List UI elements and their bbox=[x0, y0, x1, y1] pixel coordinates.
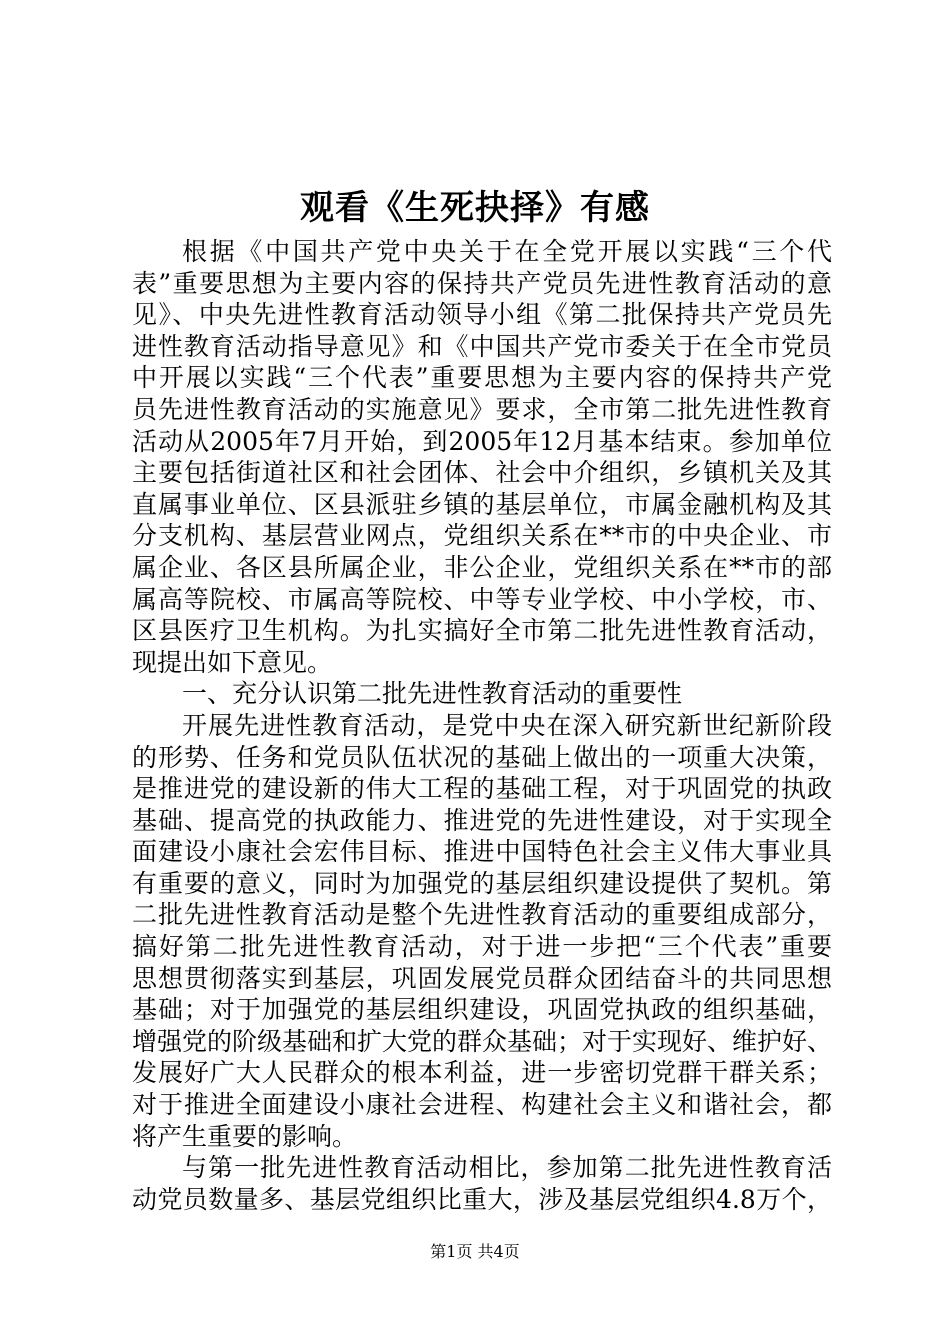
text-line: 二批先进性教育活动是整个先进性教育活动的重要组成部分， bbox=[132, 900, 832, 930]
text-line: 现提出如下意见。 bbox=[132, 647, 333, 677]
text-line: 有重要的意义，同时为加强党的基层组织建设提供了契机。第 bbox=[132, 868, 832, 898]
page-footer: 第1页 共4页 bbox=[430, 1242, 520, 1261]
text-line: 基础、提高党的执政能力、推进党的先进性建设，对于实现全 bbox=[132, 805, 832, 835]
text-line: 中开展以实践“三个代表”重要思想为主要内容的保持共产党 bbox=[132, 363, 832, 393]
text-line: 思想贯彻落实到基层，巩固发展党员群众团结奋斗的共同思想 bbox=[132, 963, 832, 993]
text-line: 动党员数量多、基层党组织比重大，涉及基层党组织4.8万个， bbox=[132, 1184, 832, 1214]
text-line: 对于推进全面建设小康社会进程、构建社会主义和谐社会，都 bbox=[132, 1090, 832, 1120]
text-line: 属企业、各区县所属企业，非公企业，党组织关系在**市的部 bbox=[132, 552, 832, 582]
text-line: 活动从2005年7月开始，到2005年12月基本结束。参加单位 bbox=[132, 426, 832, 456]
text-line: 与第一批先进性教育活动相比，参加第二批先进性教育活 bbox=[182, 1153, 832, 1183]
text-line: 增强党的阶级基础和扩大党的群众基础；对于实现好、维护好、 bbox=[132, 1026, 833, 1056]
text-line: 发展好广大人民群众的根本利益，进一步密切党群干群关系； bbox=[132, 1058, 832, 1088]
text-line: 属高等院校、市属高等院校、中等专业学校、中小学校，市、 bbox=[132, 584, 832, 614]
text-line: 区县医疗卫生机构。为扎实搞好全市第二批先进性教育活动， bbox=[132, 616, 832, 646]
text-line: 搞好第二批先进性教育活动，对于进一步把“三个代表”重要 bbox=[132, 932, 832, 962]
section-heading: 一、充分认识第二批先进性教育活动的重要性 bbox=[182, 679, 683, 709]
text-line: 面建设小康社会宏伟目标、推进中国特色社会主义伟大事业具 bbox=[132, 837, 832, 867]
text-line: 见》、中央先进性教育活动领导小组《第二批保持共产党员先 bbox=[132, 300, 832, 330]
document-body bbox=[132, 236, 832, 1215]
text-line: 进性教育活动指导意见》和《中国共产党市委关于在全市党员 bbox=[132, 331, 832, 361]
text-line: 员先进性教育活动的实施意见》要求，全市第二批先进性教育 bbox=[132, 394, 832, 424]
text-line: 表”重要思想为主要内容的保持共产党员先进性教育活动的意 bbox=[132, 268, 832, 298]
text-line: 将产生重要的影响。 bbox=[132, 1121, 358, 1151]
text-line: 分支机构、基层营业网点，党组织关系在**市的中央企业、市 bbox=[132, 521, 832, 551]
text-line: 主要包括街道社区和社会团体、社会中介组织，乡镇机关及其 bbox=[132, 458, 832, 488]
document-title: 观看《生死抉择》有感 bbox=[300, 188, 650, 228]
text-line: 直属事业单位、区县派驻乡镇的基层单位，市属金融机构及其 bbox=[132, 489, 832, 519]
text-line: 开展先进性教育活动，是党中央在深入研究新世纪新阶段 bbox=[182, 710, 832, 740]
text-line: 基础；对于加强党的基层组织建设，巩固党执政的组织基础， bbox=[132, 995, 832, 1025]
text-line: 的形势、任务和党员队伍状况的基础上做出的一项重大决策， bbox=[132, 742, 832, 772]
text-line: 根据《中国共产党中央关于在全党开展以实践“三个代 bbox=[182, 237, 832, 266]
text-line: 是推进党的建设新的伟大工程的基础工程，对于巩固党的执政 bbox=[132, 774, 832, 804]
